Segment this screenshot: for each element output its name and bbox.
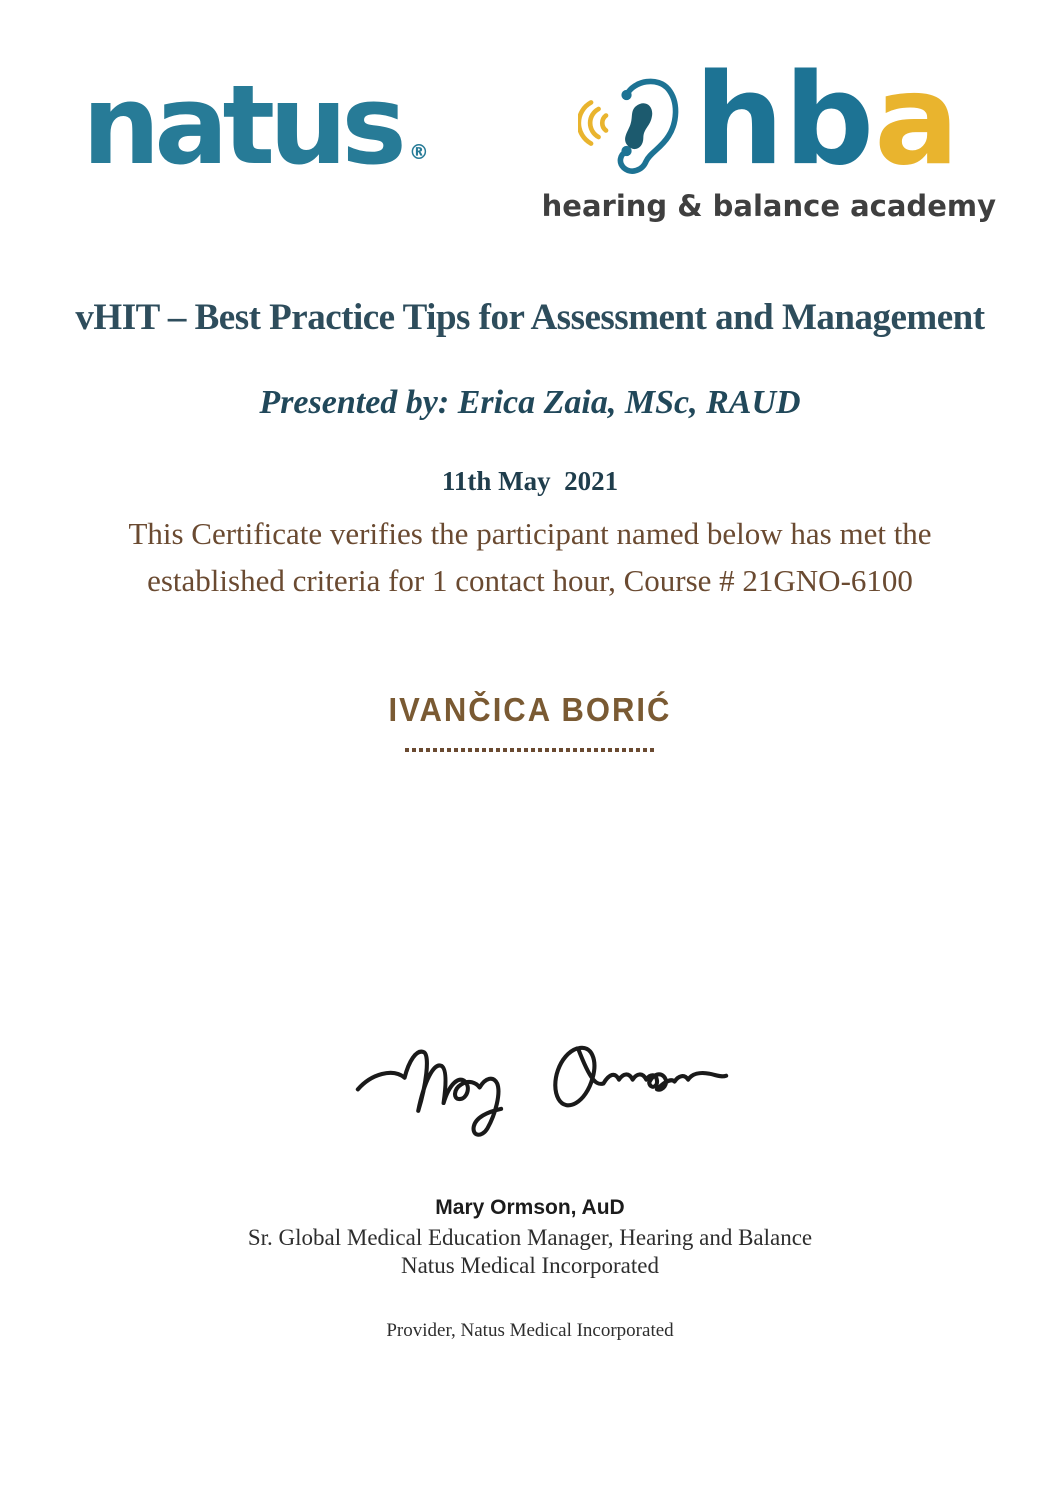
hba-logo xyxy=(541,46,996,223)
presenter-line: Presented by: Erica Zaia, MSc, RAUD xyxy=(259,384,801,421)
provider-line: Provider, Natus Medical Incorporated xyxy=(386,1320,674,1341)
statement-line-2: established criteria for 1 contact hour, Course # 21GNO-6100 xyxy=(147,563,913,598)
hba-subtitle: hearing & balance academy xyxy=(541,189,996,223)
registered-trademark-symbol: ® xyxy=(408,140,429,164)
natus-wordmark: natus xyxy=(82,61,401,189)
hba-logo-top xyxy=(578,46,960,193)
certificate-statement xyxy=(0,510,1060,604)
natus-logo xyxy=(82,61,429,215)
signer-title: Sr. Global Medical Education Manager, Hearing and Balance xyxy=(247,1225,813,1250)
signer-name: Mary Ormson, AuD xyxy=(435,1196,625,1219)
signer-company: Natus Medical Incorporated xyxy=(400,1253,659,1278)
signature-image xyxy=(352,1022,732,1147)
dashed-signature-line xyxy=(405,748,657,752)
statement-line-1: This Certificate verifies the participant named below has met the xyxy=(128,516,932,551)
signer-block xyxy=(0,1196,1060,1279)
course-date: 11th May 2021 xyxy=(441,466,619,496)
course-title: vHIT – Best Practice Tips for Assessment and Management xyxy=(75,297,985,338)
hba-wordmark xyxy=(694,46,960,193)
ear-hearing-icon xyxy=(578,70,690,181)
participant-name: IVANČICA BORIĆ xyxy=(388,690,672,729)
hba-letter-a: a xyxy=(874,46,960,193)
hba-letters-hb: hb xyxy=(694,46,875,193)
